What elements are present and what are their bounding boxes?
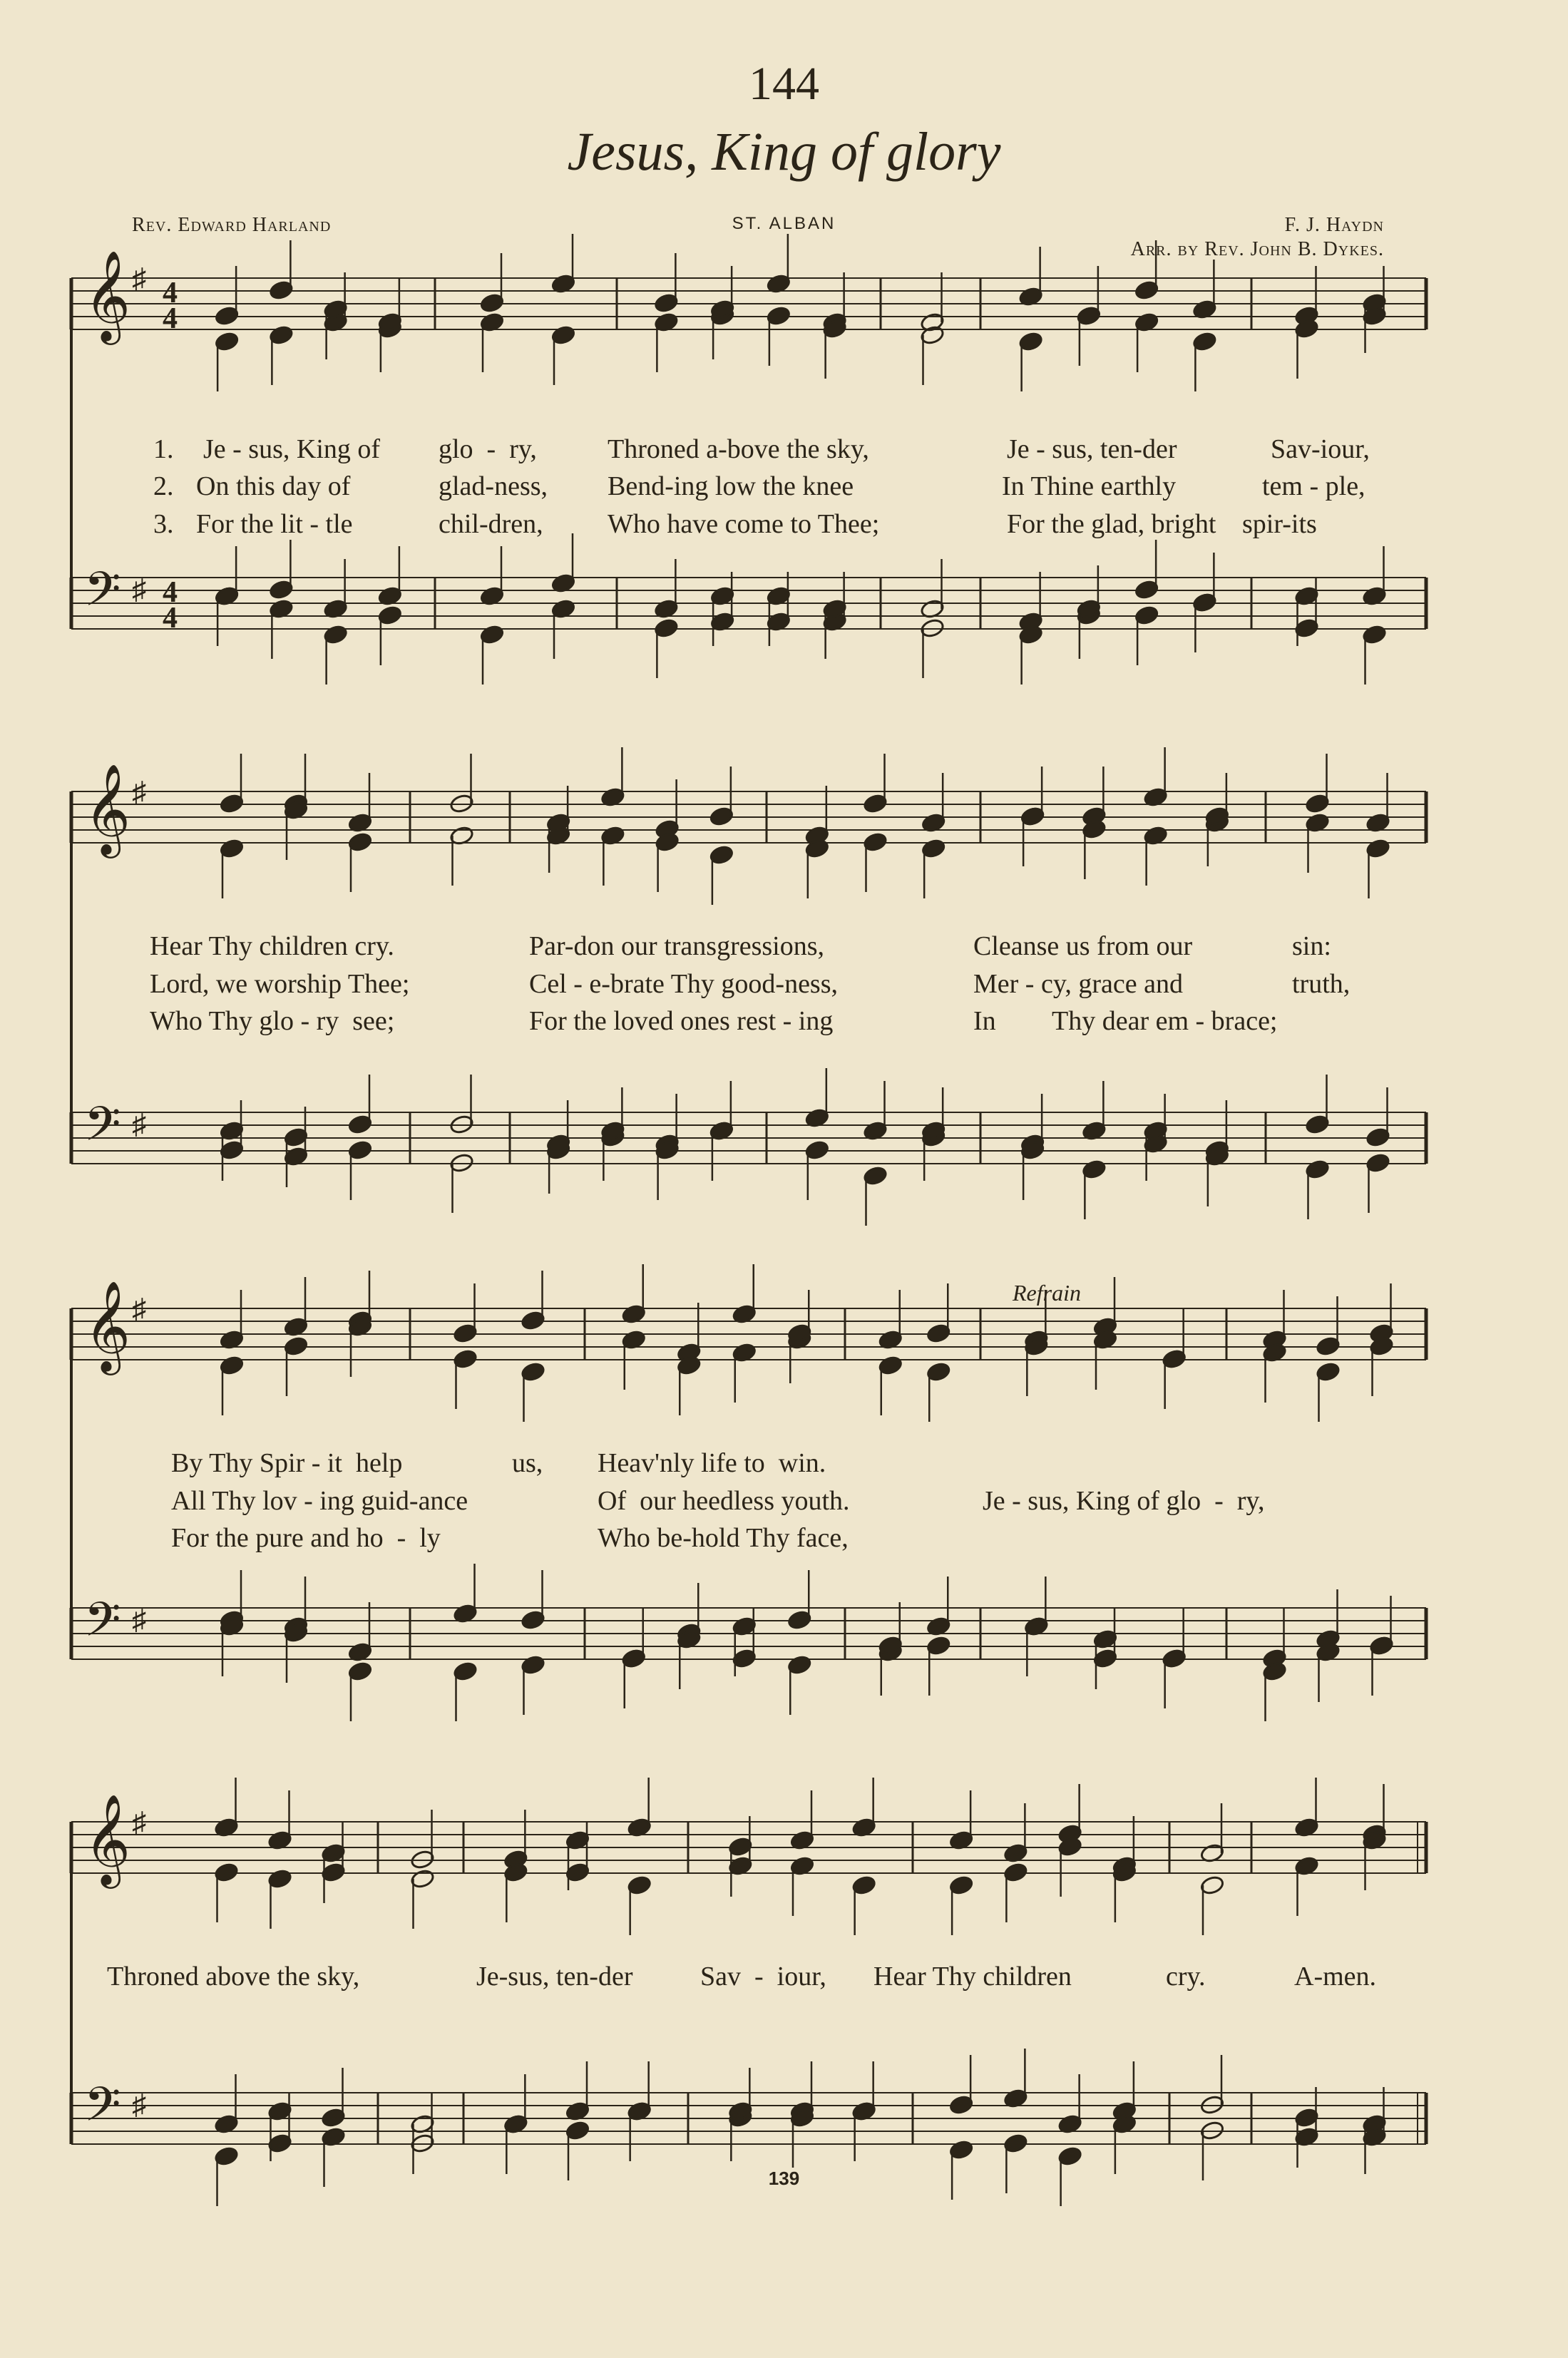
lyric-syllables: spir-its: [1242, 509, 1317, 539]
lyric-syllables: Sav - iour,: [700, 1962, 826, 1992]
time-signature-top: 4: [163, 277, 178, 309]
lyric-syllables: chil-dren,: [439, 509, 543, 539]
lyric-syllables: glo - ry,: [439, 434, 537, 464]
lyric-syllables: In: [973, 1006, 996, 1036]
lyric-syllables: Je-sus, ten-der: [476, 1962, 633, 1992]
lyric-syllables: All Thy lov - ing guid-ance: [171, 1486, 468, 1516]
verse1-number: 1.: [153, 434, 174, 464]
hymn-number: 144: [749, 58, 819, 110]
time-signature-top: 4: [163, 576, 178, 609]
verse3-number: 3.: [153, 509, 174, 539]
lyric-syllables: Je - sus, ten-der: [1007, 434, 1177, 464]
lyric-syllables: Throned a-bove the sky,: [608, 434, 869, 464]
lyric-syllables: Hear Thy children: [873, 1962, 1072, 1992]
lyric-syllables: us,: [512, 1448, 543, 1478]
lyric-syllables: Bend-ing low the knee: [608, 471, 854, 501]
lyric-syllables: In Thine earthly: [1002, 471, 1177, 501]
lyric-syllables: Mer - cy, grace and: [973, 969, 1183, 999]
tune-name: ST. ALBAN: [732, 214, 836, 233]
lyric-syllables: Who be-hold Thy face,: [598, 1523, 849, 1553]
sharp-key-signature: ♯: [132, 776, 146, 808]
verse2-number: 2.: [153, 471, 174, 501]
lyric-syllables: Cleanse us from our: [973, 931, 1193, 961]
lyric-syllables: cry.: [1166, 1962, 1206, 1992]
sharp-key-signature: ♯: [132, 573, 146, 605]
lyric-syllables: For the glad, bright: [1007, 509, 1216, 539]
arranger-credit: Arr. by Rev. John B. Dykes.: [1130, 238, 1384, 260]
lyric-syllables: For the lit - tle: [196, 509, 353, 539]
bass-clef: 𝄢: [84, 2080, 121, 2143]
bass-clef: 𝄢: [84, 1099, 121, 1162]
sharp-key-signature: ♯: [132, 1293, 146, 1325]
lyric-syllables: Lord, we worship Thee;: [150, 969, 410, 999]
refrain-label: Refrain: [1013, 1280, 1081, 1306]
treble-clef: 𝄞: [84, 766, 131, 853]
treble-clef: 𝄞: [84, 252, 131, 339]
lyric-syllables: Je - sus, King of: [203, 434, 381, 464]
composer-credit: F. J. Haydn: [1284, 214, 1384, 236]
lyric-syllables: Who Thy glo - ry see;: [150, 1006, 395, 1036]
lyric-syllables: glad-ness,: [439, 471, 548, 501]
hymn-title: Jesus, King of glory: [567, 122, 1001, 182]
lyric-syllables: A-men.: [1294, 1962, 1377, 1992]
lyric-syllables: Throned above the sky,: [107, 1962, 360, 1992]
lyric-syllables: Je - sus, King of glo - ry,: [983, 1486, 1265, 1516]
lyric-syllables: Par-don our transgressions,: [529, 931, 825, 961]
sharp-key-signature: ♯: [132, 1604, 146, 1636]
lyric-syllables: On this day of: [196, 471, 351, 501]
lyric-syllables: For the pure and ho - ly: [171, 1523, 441, 1553]
lyric-syllables: Cel - e-brate Thy good-ness,: [529, 969, 839, 999]
lyric-syllables: Who have come to Thee;: [608, 509, 880, 539]
lyric-syllables: By Thy Spir - it help: [171, 1448, 403, 1478]
bass-clef: 𝄢: [84, 565, 121, 627]
time-signature-bottom: 4: [163, 602, 178, 635]
sharp-key-signature: ♯: [132, 2088, 146, 2121]
sharp-key-signature: ♯: [132, 262, 146, 294]
sharp-key-signature: ♯: [132, 1108, 146, 1140]
lyric-syllables: Of our heedless youth.: [598, 1486, 850, 1516]
treble-clef: 𝄞: [84, 1283, 131, 1370]
lyric-syllables: For the loved ones rest - ing: [529, 1006, 834, 1036]
time-signature-bottom: 4: [163, 302, 178, 335]
lyric-syllables: Thy dear em - brace;: [1052, 1006, 1278, 1036]
treble-clef: 𝄞: [84, 1796, 131, 1883]
lyric-syllables: Hear Thy children cry.: [150, 931, 394, 961]
sharp-key-signature: ♯: [132, 1806, 146, 1838]
lyric-syllables: tem - ple,: [1262, 471, 1365, 501]
lyric-syllables: Heav'nly life to win.: [598, 1448, 826, 1478]
lyric-syllables: truth,: [1292, 969, 1351, 999]
page-number: 139: [768, 2168, 800, 2189]
author-credit: Rev. Edward Harland: [132, 214, 332, 236]
bass-clef: 𝄢: [84, 1595, 121, 1658]
lyric-syllables: Sav-iour,: [1271, 434, 1370, 464]
lyric-syllables: sin:: [1292, 931, 1331, 961]
